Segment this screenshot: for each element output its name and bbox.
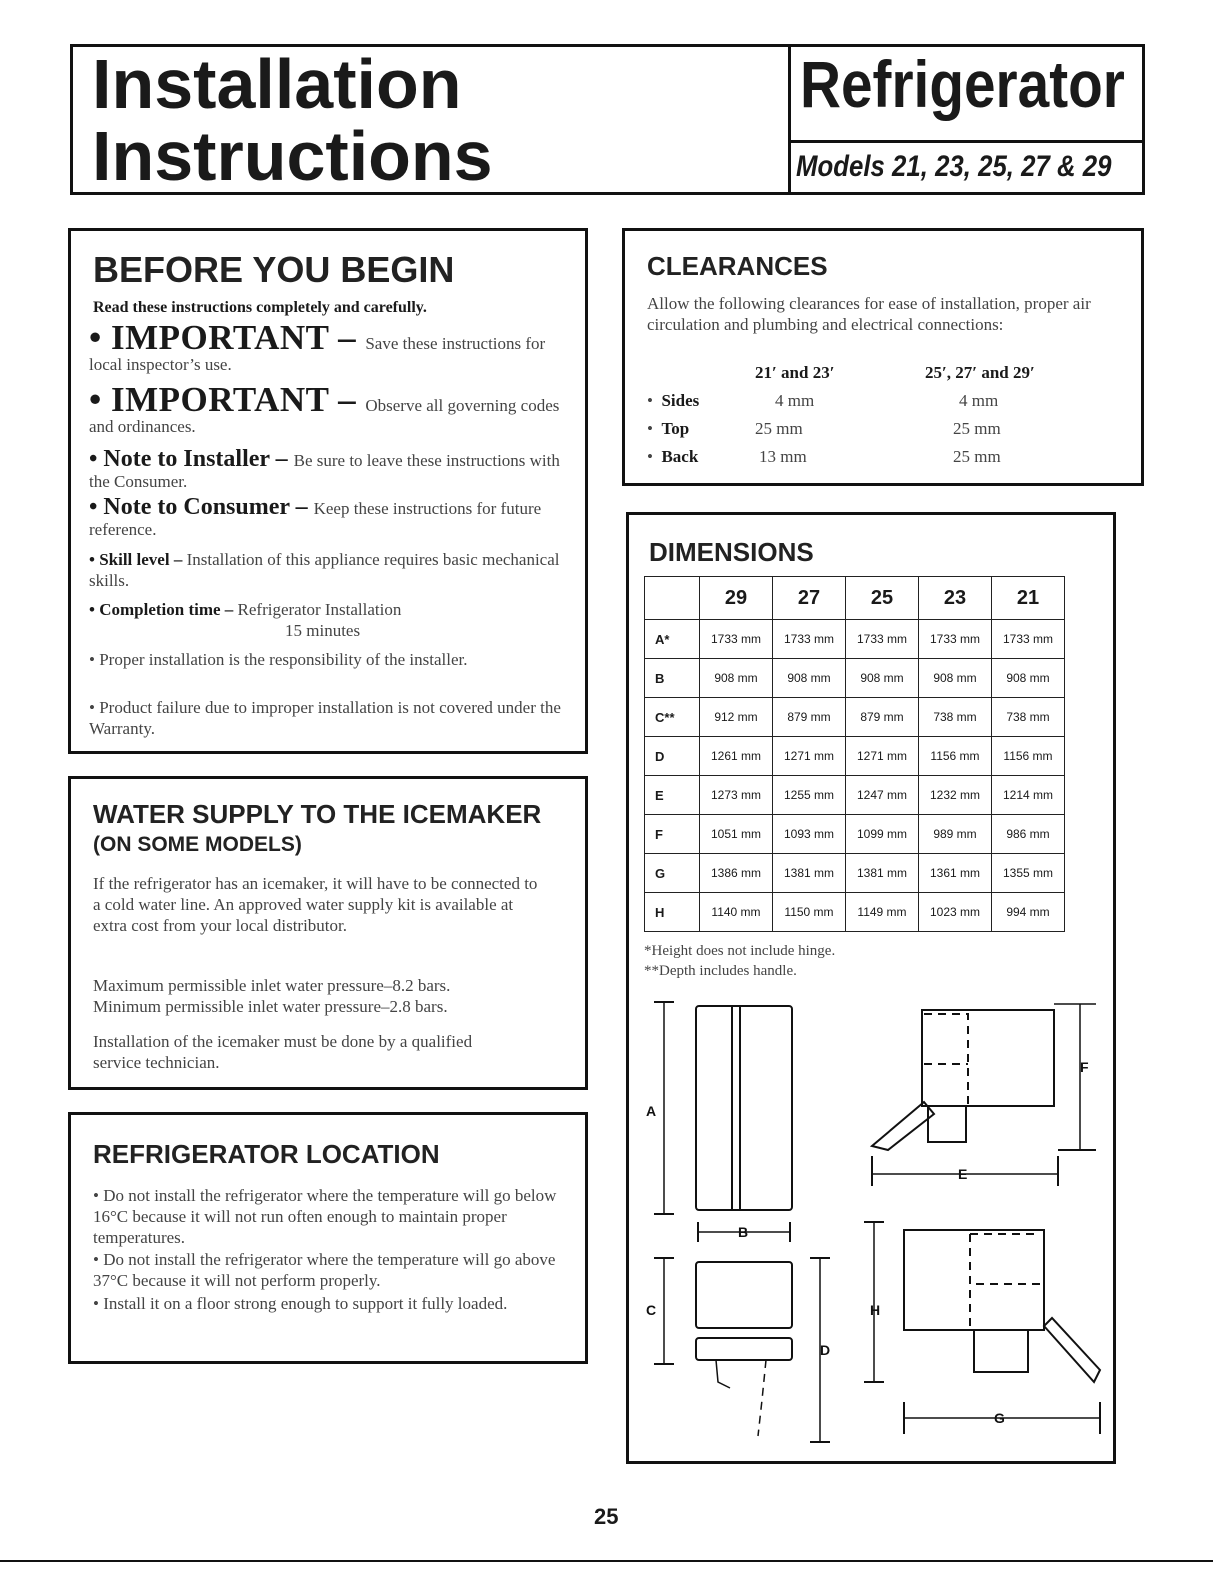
list-item: • Completion time – Refrigerator Installation 15 minutes	[89, 600, 402, 640]
table-header-row	[645, 577, 1065, 620]
header-underline	[788, 140, 1145, 143]
list-item: • Note to Consumer – Keep these instructions for future reference.	[89, 494, 542, 539]
water-para-2b: Minimum permissible inlet water pressure–2.8 bars.	[93, 997, 448, 1016]
list-item: • IMPORTANT – Save these instructions for local inspector’s use.	[89, 318, 546, 374]
page-number: 25	[594, 1504, 619, 1529]
table-row: C** 912 mm 879 mm 879 mm 738 mm 738 mm	[645, 698, 1065, 737]
clearances-row: • Sides 4 mm 4 mm	[647, 391, 999, 410]
location-box	[68, 1112, 588, 1364]
table-row: F 1051 mm 1093 mm 1099 mm 989 mm 986 mm	[645, 815, 1065, 854]
side-view-diagram	[654, 1258, 830, 1442]
list-item: • Note to Installer – Be sure to leave these instructions with the Consumer.	[89, 446, 560, 491]
clearances-row: • Top 25 mm 25 mm	[647, 419, 1001, 438]
table-row: E 1273 mm 1255 mm 1247 mm 1232 mm 1214 mm	[645, 776, 1065, 815]
table-row: H 1140 mm 1150 mm 1149 mm 1023 mm 994 mm	[645, 893, 1065, 932]
col-header: 23	[919, 577, 992, 620]
list-item: • Do not install the refrigerator where the temperature will go above 37°C because it will not perform properly.	[93, 1250, 556, 1290]
water-para-3: Installation of the icemaker must be done by a qualified service technician.	[93, 1032, 473, 1072]
section-heading: WATER SUPPLY TO THE ICEMAKER	[93, 799, 542, 829]
front-view-diagram	[654, 1002, 792, 1242]
bottom-rule	[0, 1560, 1213, 1562]
label-e: E	[958, 1166, 968, 1182]
models-subtitle: Models 21, 23, 25, 27 & 29	[796, 150, 1112, 183]
list-item: • Skill level – Installation of this appliance requires basic mechanical skills.	[89, 550, 560, 590]
list-item: • Do not install the refrigerator where the temperature will go below 16°C because it will not run often enough to maintain proper temperatures.	[93, 1186, 557, 1247]
intro-text: Read these instructions completely and carefully.	[93, 299, 427, 316]
label-f: F	[1080, 1059, 1089, 1075]
dimension-diagrams	[640, 990, 1110, 1455]
label-a: A	[646, 1103, 657, 1119]
list-item: • Product failure due to improper installation is not covered under the Warranty.	[89, 698, 561, 738]
list-item: • Install it on a floor strong enough to support it fully loaded.	[93, 1294, 508, 1313]
table-row: B 908 mm 908 mm 908 mm 908 mm 908 mm	[645, 659, 1065, 698]
col-header: 25	[846, 577, 919, 620]
section-heading: CLEARANCES	[647, 251, 828, 281]
section-heading: DIMENSIONS	[649, 537, 814, 567]
label-h: H	[870, 1302, 881, 1318]
dimensions-table	[644, 576, 1065, 932]
label-b: B	[738, 1224, 749, 1240]
top-view-g-h-diagram	[864, 1222, 1100, 1434]
section-heading: BEFORE YOU BEGIN	[93, 249, 455, 290]
clearances-col-head-2: 25′, 27′ and 29′	[925, 363, 1035, 382]
col-header: 21	[992, 577, 1065, 620]
clearances-box	[622, 228, 1144, 486]
list-item: • Proper installation is the responsibility of the installer.	[89, 650, 468, 669]
water-para-1: If the refrigerator has an icemaker, it will have to be connected to a cold water line. An approved water supply kit is available at extra cost from your local distributor.	[93, 874, 538, 935]
header-divider	[788, 44, 791, 195]
col-header: 29	[700, 577, 773, 620]
clearances-row: • Back 13 mm 25 mm	[647, 447, 1001, 466]
before-you-begin-box	[68, 228, 588, 754]
water-supply-box	[68, 776, 588, 1090]
list-item: • IMPORTANT – Observe all governing codes and ordinances.	[89, 380, 560, 436]
clearances-col-head-1: 21′ and 23′	[755, 363, 835, 382]
table-row: A* 1733 mm 1733 mm 1733 mm 1733 mm 1733 mm	[645, 620, 1065, 659]
footnote-height: *Height does not include hinge.	[644, 943, 836, 959]
table-row: D 1261 mm 1271 mm 1271 mm 1156 mm 1156 mm	[645, 737, 1065, 776]
title-line-1: Installation	[92, 45, 462, 123]
label-g: G	[994, 1410, 1005, 1426]
section-subheading: (ON SOME MODELS)	[93, 833, 302, 856]
section-heading: REFRIGERATOR LOCATION	[93, 1139, 440, 1169]
label-d: D	[820, 1342, 831, 1358]
water-para-2a: Maximum permissible inlet water pressure–8.2 bars.	[93, 976, 451, 995]
product-title: Refrigerator	[800, 47, 1125, 121]
label-c: C	[646, 1302, 657, 1318]
clearances-intro: Allow the following clearances for ease of installation, proper air circulation and plumbing and electrical connections:	[647, 294, 1091, 334]
page-title	[92, 45, 493, 195]
table-row: G 1386 mm 1381 mm 1381 mm 1361 mm 1355 mm	[645, 854, 1065, 893]
top-view-e-f-diagram	[872, 1004, 1096, 1186]
col-header: 27	[773, 577, 846, 620]
footnote-depth: **Depth includes handle.	[644, 963, 797, 979]
title-line-2: Instructions	[92, 117, 493, 195]
